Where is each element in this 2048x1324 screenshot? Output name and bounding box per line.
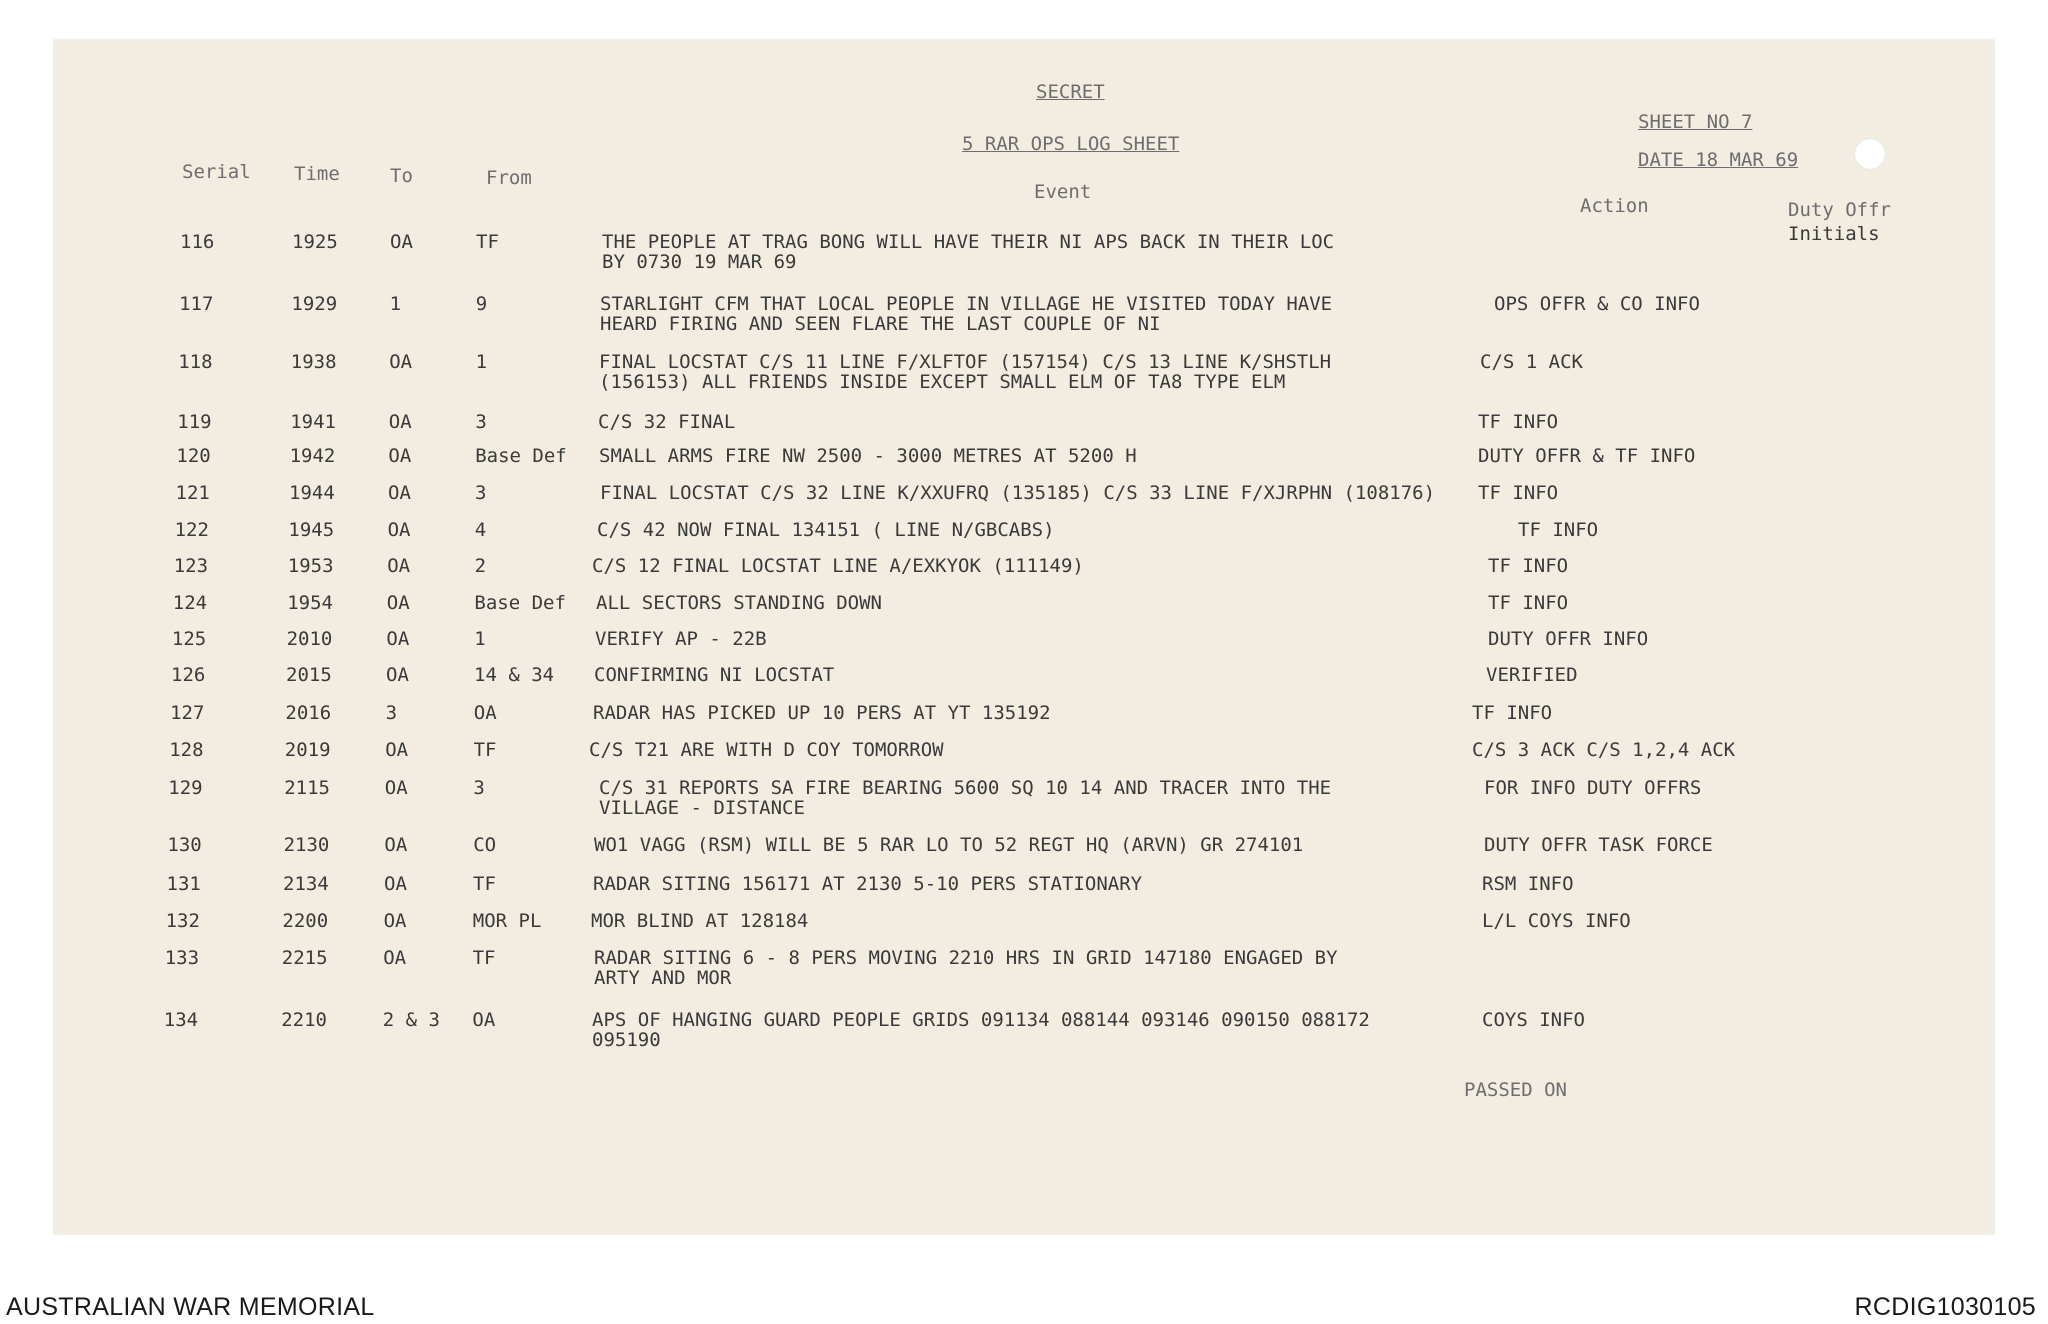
entry-action: TF INFO xyxy=(1488,555,1569,577)
entry-event-line: STARLIGHT CFM THAT LOCAL PEOPLE IN VILLAGE HE VISITED TODAY HAVE xyxy=(600,293,1333,315)
entry-from: CO xyxy=(473,834,497,856)
entry-event-line: HEARD FIRING AND SEEN FLARE THE LAST COUPLE OF NI xyxy=(600,313,1161,335)
entry-serial: 125 xyxy=(171,628,207,650)
entry-action: TF INFO xyxy=(1478,411,1559,433)
punch-hole xyxy=(1854,138,1886,170)
entry-event-line: 095190 xyxy=(592,1029,661,1051)
entry-to: OA xyxy=(389,351,413,373)
entry-time: 2115 xyxy=(284,777,330,799)
entry-time: 2215 xyxy=(281,947,328,969)
entry-action: VERIFIED xyxy=(1486,664,1578,686)
entry-event-line: VERIFY AP - 22B xyxy=(595,628,767,650)
sheet-number: SHEET NO 7 xyxy=(1638,111,1753,133)
entry-action: TF INFO xyxy=(1518,519,1599,541)
entry-time: 1944 xyxy=(289,482,335,504)
entry-event-line: C/S 31 REPORTS SA FIRE BEARING 5600 SQ 10 14 AND TRACER INTO THE xyxy=(599,777,1332,799)
entry-serial: 123 xyxy=(173,555,209,577)
entry-from: TF xyxy=(473,739,497,761)
entry-from: 3 xyxy=(473,777,485,799)
entry-event-line: FINAL LOCSTAT C/S 32 LINE K/XXUFRQ (135185) C/S 33 LINE F/XJRPHN (108176) xyxy=(600,482,1436,504)
entry-serial: 124 xyxy=(172,592,208,614)
entry-to: 3 xyxy=(385,702,398,724)
entry-time: 1938 xyxy=(290,351,337,373)
entry-event-line: APS OF HANGING GUARD PEOPLE GRIDS 091134 088144 093146 090150 088172 xyxy=(592,1009,1370,1031)
entry-event-line: ALL SECTORS STANDING DOWN xyxy=(596,592,882,614)
classification-heading: SECRET xyxy=(1036,81,1105,103)
entry-to: OA xyxy=(384,777,408,799)
entry-event-line: C/S 42 NOW FINAL 134151 ( LINE N/GBCABS) xyxy=(597,519,1055,541)
entry-serial: 119 xyxy=(177,411,212,433)
entry-to: 1 xyxy=(389,293,402,315)
entry-from: TF xyxy=(476,231,499,253)
entry-action: DUTY OFFR TASK FORCE xyxy=(1484,834,1713,856)
passed-on-note: PASSED ON xyxy=(1464,1079,1567,1101)
entry-time: 1941 xyxy=(290,411,336,433)
entry-event-line: RADAR SITING 156171 AT 2130 5-10 PERS STATIONARY xyxy=(593,873,1143,895)
entry-event-line: C/S T21 ARE WITH D COY TOMORROW xyxy=(589,739,944,761)
entry-action: TF INFO xyxy=(1472,702,1553,724)
entry-from: 14 & 34 xyxy=(474,664,555,686)
entry-action: FOR INFO DUTY OFFRS xyxy=(1484,777,1702,799)
entry-serial: 121 xyxy=(175,482,210,504)
col-header-to: To xyxy=(390,165,413,187)
entry-event-line: FINAL LOCSTAT C/S 11 LINE F/XLFTOF (157154) C/S 13 LINE K/SHSTLH xyxy=(599,351,1332,373)
entry-to: OA xyxy=(386,592,410,614)
entry-event-line: VILLAGE - DISTANCE xyxy=(599,797,805,819)
entry-from: 3 xyxy=(475,482,487,504)
entry-from: 1 xyxy=(475,351,488,373)
col-header-event: Event xyxy=(1034,181,1092,203)
entry-serial: 127 xyxy=(170,702,205,724)
entry-serial: 130 xyxy=(167,834,202,856)
entry-to: OA xyxy=(384,834,408,856)
entry-serial: 132 xyxy=(165,910,200,932)
entry-time: 1945 xyxy=(288,519,335,541)
entry-to: OA xyxy=(387,519,411,541)
entry-from: Base Def xyxy=(475,445,567,467)
entry-event-line: SMALL ARMS FIRE NW 2500 - 3000 METRES AT 5200 H xyxy=(599,445,1137,467)
col-header-time: Time xyxy=(294,163,340,185)
entry-from: OA xyxy=(473,702,497,724)
entry-from: 2 xyxy=(474,555,487,577)
entry-action: C/S 3 ACK C/S 1,2,4 ACK xyxy=(1472,739,1736,761)
entry-event-line: CONFIRMING NI LOCSTAT xyxy=(594,664,835,686)
entry-action: COYS INFO xyxy=(1482,1009,1585,1031)
entry-action: L/L COYS INFO xyxy=(1482,910,1631,932)
record-reference: RCDIG1030105 xyxy=(1854,1293,2036,1321)
entry-to: OA xyxy=(384,873,407,895)
entry-serial: 120 xyxy=(176,445,211,467)
entry-from: TF xyxy=(472,947,496,969)
col-header-initials: Initials xyxy=(1788,223,1880,245)
entry-from: 9 xyxy=(475,293,488,315)
entry-action: OPS OFFR & CO INFO xyxy=(1494,293,1700,315)
institution-label: AUSTRALIAN WAR MEMORIAL xyxy=(6,1293,375,1321)
entry-to: OA xyxy=(386,628,410,650)
entry-event-line: WO1 VAGG (RSM) WILL BE 5 RAR LO TO 52 REGT HQ (ARVN) GR 274101 xyxy=(594,834,1304,856)
entry-to: OA xyxy=(383,947,407,969)
entry-time: 2210 xyxy=(281,1009,327,1031)
sheet-title: 5 RAR OPS LOG SHEET xyxy=(962,133,1180,155)
entry-action: TF INFO xyxy=(1488,592,1569,614)
entry-time: 2200 xyxy=(282,910,329,932)
entry-event-line: RADAR HAS PICKED UP 10 PERS AT YT 135192 xyxy=(593,702,1051,724)
entry-from: 4 xyxy=(474,519,487,541)
entry-serial: 126 xyxy=(171,664,206,686)
entry-time: 1942 xyxy=(289,445,336,467)
entry-from: OA xyxy=(472,1009,496,1031)
entry-event-line: MOR BLIND AT 128184 xyxy=(591,910,809,932)
page-top-margin xyxy=(0,0,2048,40)
entry-from: 3 xyxy=(475,411,487,433)
entry-from: TF xyxy=(473,873,496,895)
entry-to: 2 & 3 xyxy=(382,1009,440,1031)
entry-serial: 129 xyxy=(168,777,203,799)
entry-serial: 116 xyxy=(180,231,215,253)
entry-serial: 134 xyxy=(163,1009,199,1031)
entry-serial: 118 xyxy=(178,351,213,373)
entry-time: 2015 xyxy=(286,664,332,686)
entry-event-line: BY 0730 19 MAR 69 xyxy=(602,251,797,273)
entry-to: OA xyxy=(386,664,409,686)
entry-time: 1929 xyxy=(291,293,338,315)
entry-serial: 128 xyxy=(169,739,204,761)
entry-time: 2016 xyxy=(285,702,332,724)
entry-serial: 133 xyxy=(164,947,200,969)
entry-action: DUTY OFFR INFO xyxy=(1488,628,1649,650)
entry-to: OA xyxy=(388,411,412,433)
entry-serial: 131 xyxy=(166,873,201,895)
entry-from: Base Def xyxy=(474,592,566,614)
entry-event-line: ARTY AND MOR xyxy=(594,967,732,989)
entry-serial: 122 xyxy=(174,519,209,541)
col-header-duty-offr: Duty Offr xyxy=(1788,199,1891,221)
entry-event-line: THE PEOPLE AT TRAG BONG WILL HAVE THEIR NI APS BACK IN THEIR LOC xyxy=(602,231,1335,253)
entry-from: 1 xyxy=(474,628,486,650)
entry-event-line: RADAR SITING 6 - 8 PERS MOVING 2210 HRS IN GRID 147180 ENGAGED BY xyxy=(594,947,1338,969)
entry-from: MOR PL xyxy=(472,910,542,932)
entry-to: OA xyxy=(388,482,411,504)
col-header-serial: Serial xyxy=(182,161,251,183)
entry-time: 1954 xyxy=(287,592,333,614)
entry-event-line: C/S 12 FINAL LOCSTAT LINE A/EXKYOK (111149) xyxy=(592,555,1084,577)
entry-action: DUTY OFFR & TF INFO xyxy=(1478,445,1696,467)
entry-to: OA xyxy=(388,445,412,467)
entry-action: RSM INFO xyxy=(1482,873,1574,895)
entry-to: OA xyxy=(383,910,407,932)
col-header-from: From xyxy=(486,167,532,189)
log-sheet-paper xyxy=(54,40,1994,1234)
entry-time: 2019 xyxy=(284,739,331,761)
col-header-action: Action xyxy=(1580,195,1649,217)
entry-action: TF INFO xyxy=(1478,482,1559,504)
entry-time: 2134 xyxy=(283,873,329,895)
entry-time: 1953 xyxy=(287,555,334,577)
entry-time: 1925 xyxy=(292,231,338,253)
entry-action: C/S 1 ACK xyxy=(1480,351,1583,373)
entry-time: 2130 xyxy=(283,834,330,856)
entry-time: 2010 xyxy=(286,628,333,650)
entry-to: OA xyxy=(387,555,411,577)
entry-serial: 117 xyxy=(179,293,214,315)
entry-to: OA xyxy=(390,231,413,253)
sheet-date: DATE 18 MAR 69 xyxy=(1638,149,1799,171)
entry-event-line: (156153) ALL FRIENDS INSIDE EXCEPT SMALL ELM OF TA8 TYPE ELM xyxy=(599,371,1286,393)
entry-to: OA xyxy=(385,739,409,761)
entry-event-line: C/S 32 FINAL xyxy=(598,411,736,433)
